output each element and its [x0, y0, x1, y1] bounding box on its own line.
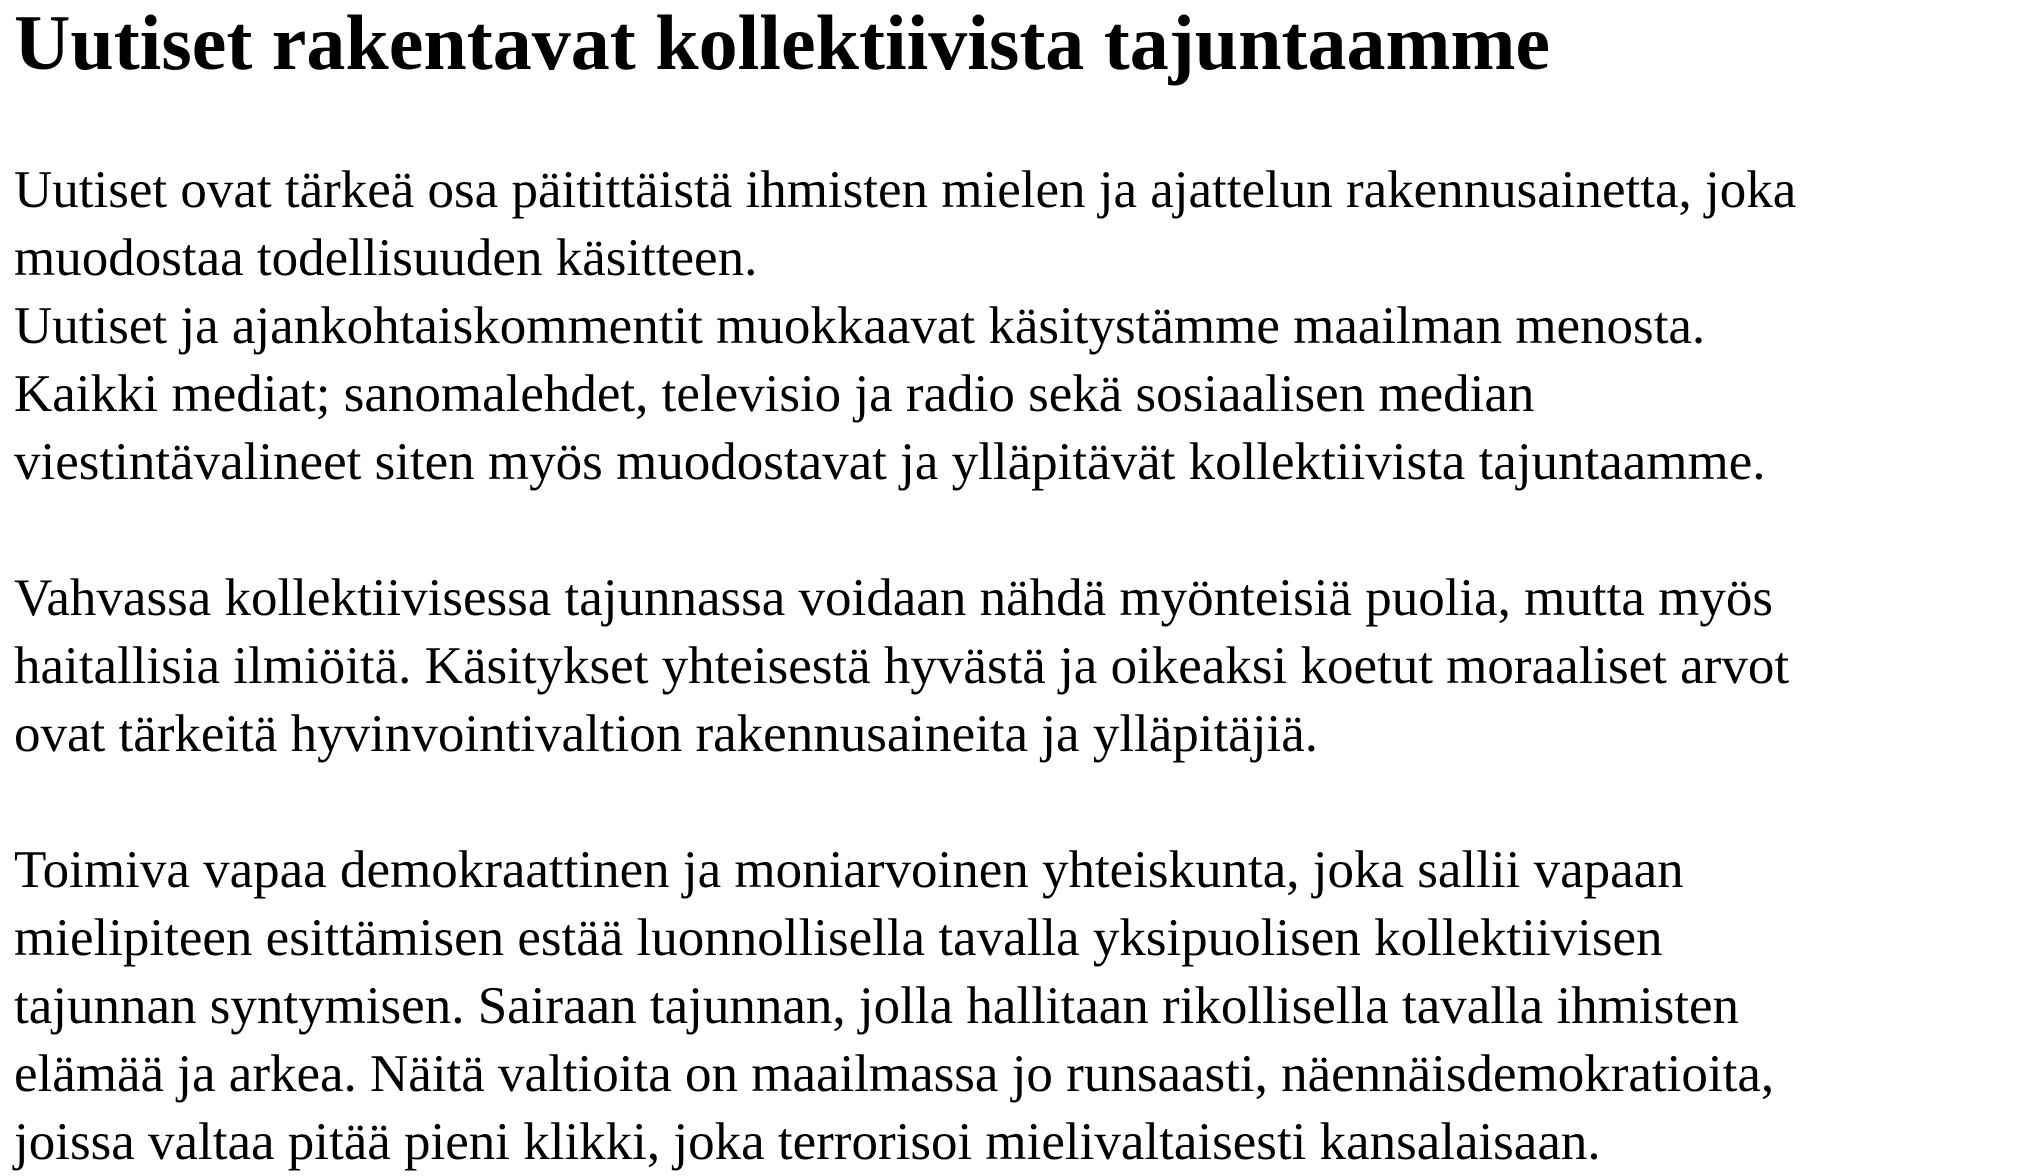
paragraph-1-line-4: Kaikki mediat; sanomalehdet, televisio ja radio sekä sosiaalisen median [14, 365, 1535, 423]
page-title: Uutiset rakentavat kollektiivista tajuntaamme [14, 0, 1551, 86]
paragraph-3-line-1: Toimiva vapaa demokraattinen ja moniarvoinen yhteiskunta, joka sallii vapaan [14, 841, 1684, 899]
paragraph-1-line-3: Uutiset ja ajankohtaiskommentit muokkaavat käsitystämme maailman menosta. [14, 297, 1706, 355]
paragraph-1-line-2: muodostaa todellisuuden käsitteen. [14, 229, 758, 287]
paragraph-2-line-3: ovat tärkeitä hyvinvointivaltion rakennusaineita ja ylläpitäjiä. [14, 705, 1318, 763]
paragraph-2-line-2: haitallisia ilmiöitä. Käsitykset yhteisestä hyvästä ja oikeaksi koetut moraaliset arvot [14, 637, 1790, 695]
paragraph-3-line-5: joissa valtaa pitää pieni klikki, joka terrorisoi mielivaltaisesti kansalaisaan. [14, 1113, 1601, 1171]
article-body [14, 156, 2012, 1176]
paragraph-1-line-5: viestintävalineet siten myös muodostavat ja ylläpitävät kollektiivista tajuntaamme. [14, 433, 1766, 491]
paragraph-3-line-3: tajunnan syntymisen. Sairaan tajunnan, jolla hallitaan rikollisella tavalla ihmisten [14, 977, 1740, 1035]
paragraph-3-line-2: mielipiteen esittämisen estää luonnollisella tavalla yksipuolisen kollektiivisen [14, 909, 1663, 967]
paragraph-2 [14, 564, 2012, 768]
paragraph-1 [14, 156, 2012, 496]
paragraph-3 [14, 836, 2012, 1176]
paragraph-2-line-1: Vahvassa kollektiivisessa tajunnassa voidaan nähdä myönteisiä puolia, mutta myös [14, 569, 1773, 627]
paragraph-3-line-4: elämää ja arkea. Näitä valtioita on maailmassa jo runsaasti, näennäisdemokratioita, [14, 1045, 1775, 1103]
paragraph-1-line-1: Uutiset ovat tärkeä osa päitittäistä ihmisten mielen ja ajattelun rakennusainetta, joka [14, 161, 1797, 219]
